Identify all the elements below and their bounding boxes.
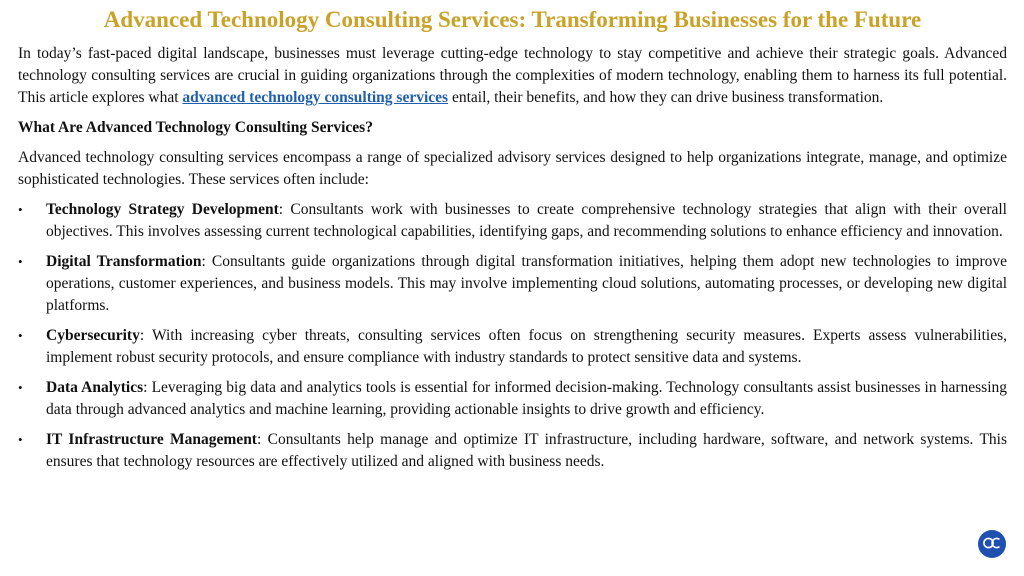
- service-term: Technology Strategy Development: [46, 201, 279, 218]
- list-item: [18, 429, 1007, 473]
- service-desc: : Leveraging big data and analytics tools is essential for informed decision-making. Technology consultants assist businesses in harnessing data through advanced analytics and machine learning, providing actionable insights to drive growth and efficiency.: [46, 379, 1008, 418]
- service-desc: : Consultants guide organizations through digital transformation initiatives, helping them adopt new technologies to improve operations, customer experiences, and business models. This may involve implementing cloud solutions, automating processes, or developing new digital platforms.: [46, 253, 1007, 314]
- services-list: [18, 199, 1007, 473]
- list-item: [18, 377, 1007, 421]
- section-heading: What Are Advanced Technology Consulting Services?: [18, 119, 373, 136]
- intro-paragraph: [18, 43, 1007, 109]
- service-term: Digital Transformation: [46, 253, 202, 270]
- ac-logo-icon: [978, 530, 1006, 558]
- service-desc: : With increasing cyber threats, consulting services often focus on strengthening security measures. Experts assess vulnerabilities, implement robust security protocols, and ensure compliance with industry standards to protect sensitive data and systems.: [46, 327, 1007, 366]
- bullet-icon: •: [18, 328, 23, 343]
- list-item: [18, 251, 1007, 317]
- consulting-services-link[interactable]: advanced technology consulting services: [182, 89, 449, 106]
- service-desc: : Consultants help manage and optimize IT infrastructure, including hardware, software, and network systems. This ensures that technology resources are effectively utilized and aligned with business needs.: [46, 431, 1007, 470]
- intro-text-before: In today’s fast-paced digital landscape, businesses must leverage cutting-edge technology to stay competitive and achieve their strategic goals. Advanced technology consulting services are crucial in guiding organizations through the complexities of modern technology, enabling them to harness its full potential. This article explores what: [18, 45, 1007, 106]
- page-title: Advanced Technology Consulting Services: Transforming Businesses for the Future: [103, 7, 922, 32]
- ac-logo-mark: [982, 536, 1002, 552]
- list-item: [18, 199, 1007, 243]
- bullet-icon: •: [18, 380, 23, 395]
- intro-text-after: entail, their benefits, and how they can drive business transformation.: [448, 89, 884, 106]
- bullet-icon: •: [18, 254, 23, 269]
- list-item: [18, 325, 1007, 369]
- service-desc: : Consultants work with businesses to create comprehensive technology strategies that align with their overall objectives. This involves assessing current technological capabilities, identifying gaps, and recommending solutions to enhance efficiency and innovation.: [46, 201, 1007, 240]
- section-intro: Advanced technology consulting services encompass a range of specialized advisory services designed to help organizations integrate, manage, and optimize sophisticated technologies. These services often include:: [18, 149, 1007, 188]
- bullet-icon: •: [18, 432, 23, 447]
- document-page: [18, 6, 1007, 481]
- service-term: Data Analytics: [46, 379, 144, 396]
- service-term: IT Infrastructure Management: [46, 431, 257, 448]
- bullet-icon: •: [18, 202, 23, 217]
- service-term: Cybersecurity: [46, 327, 140, 344]
